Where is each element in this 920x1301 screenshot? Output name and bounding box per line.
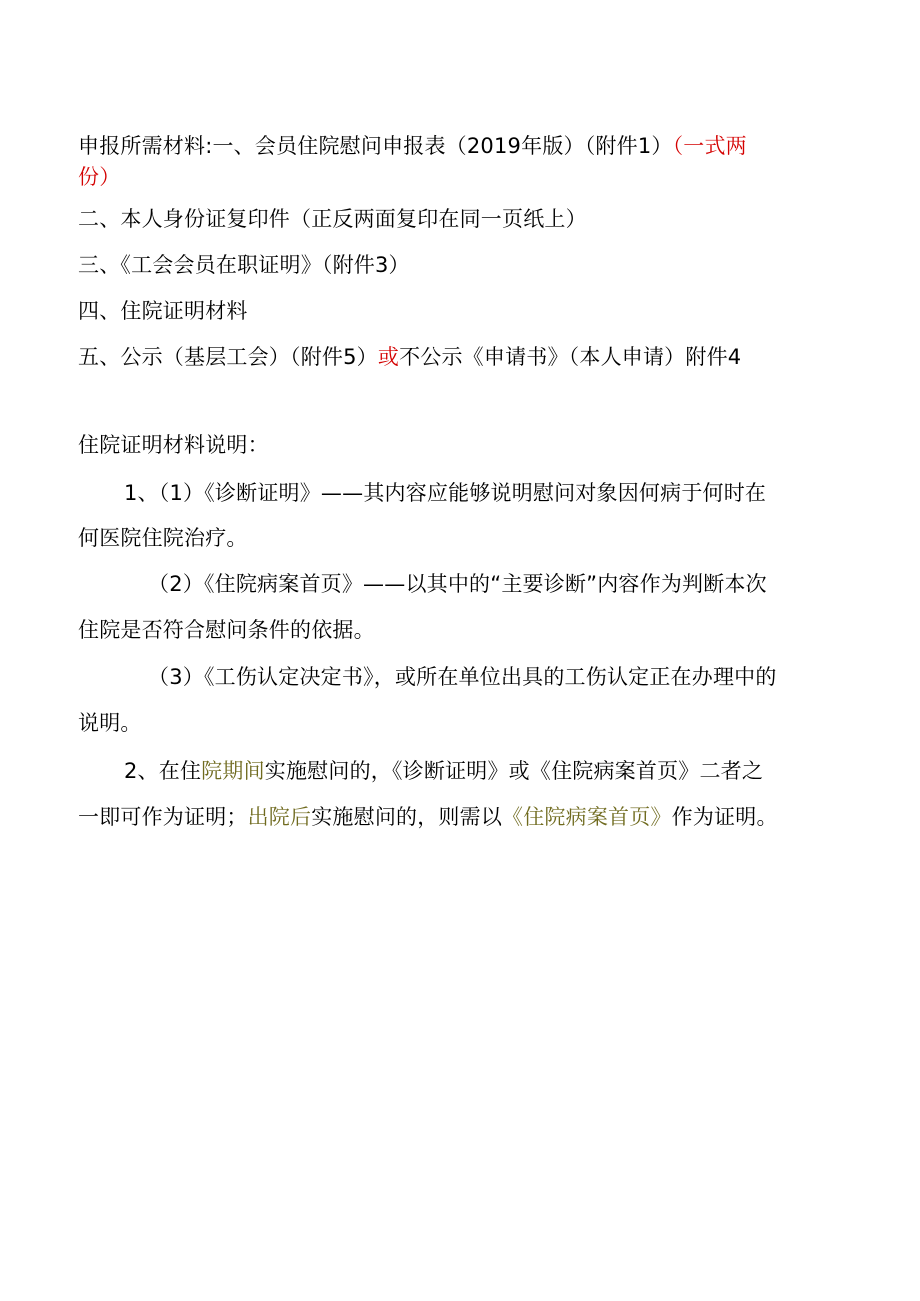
or-emphasis: 或 [377, 345, 400, 369]
paragraph-2-line-2-b: 实施慰问的，则需以 [311, 805, 503, 829]
copies-note-cont: 份） [78, 165, 121, 189]
paragraph-2-text-a: 2、在住 [124, 759, 202, 783]
paragraph-2-line-2 [78, 802, 848, 832]
note-1-line-2: 何医院住院治疗。 [78, 526, 248, 550]
materials-item-5-part-b: 不公示《申请书》（本人申请）附件4 [399, 345, 742, 369]
materials-item-5-part-a: 五、公示（基层工会）（附件5） [78, 345, 378, 369]
note-2-line-2: 住院是否符合慰问条件的依据。 [78, 618, 375, 642]
after-discharge-emphasis: 出院后 [247, 805, 312, 829]
note-3-line-2: 说明。 [78, 711, 142, 735]
medical-record-emphasis: 《住院病案首页》 [502, 805, 672, 829]
note-3-line-1: （3）《工伤认定决定书》，或所在单位出具的工伤认定正在办理中的 [148, 665, 777, 689]
note-2-line-1: （2）《住院病案首页》——以其中的“主要诊断”内容作为判断本次 [148, 572, 767, 596]
paragraph-2-line-2-a: 一即可作为证明； [78, 805, 248, 829]
note-1-line-1: 1、（1）《诊断证明》——其内容应能够说明慰问对象因何病于何时在 [124, 481, 767, 505]
during-hospitalization-emphasis: 院期间 [201, 759, 265, 783]
materials-item-1-text: 申报所需材料:一、会员住院慰问申报表（2019年版）（附件1） [78, 134, 673, 158]
materials-item-5 [78, 342, 848, 372]
paragraph-2-line-1 [124, 756, 844, 786]
notes-heading: 住院证明材料说明： [78, 433, 269, 457]
materials-item-4: 四、住院证明材料 [78, 299, 248, 323]
materials-line-1 [78, 131, 848, 161]
paragraph-2-text-b: 实施慰问的，《诊断证明》或《住院病案首页》二者之 [264, 759, 764, 783]
paragraph-2-line-2-c: 作为证明。 [671, 805, 778, 829]
materials-item-2: 二、本人身份证复印件（正反两面复印在同一页纸上） [78, 207, 587, 231]
materials-item-3: 三、《工会会员在职证明》（附件3） [78, 253, 410, 277]
materials-line-1-cont [78, 162, 848, 192]
copies-note: （一式两 [672, 134, 747, 158]
